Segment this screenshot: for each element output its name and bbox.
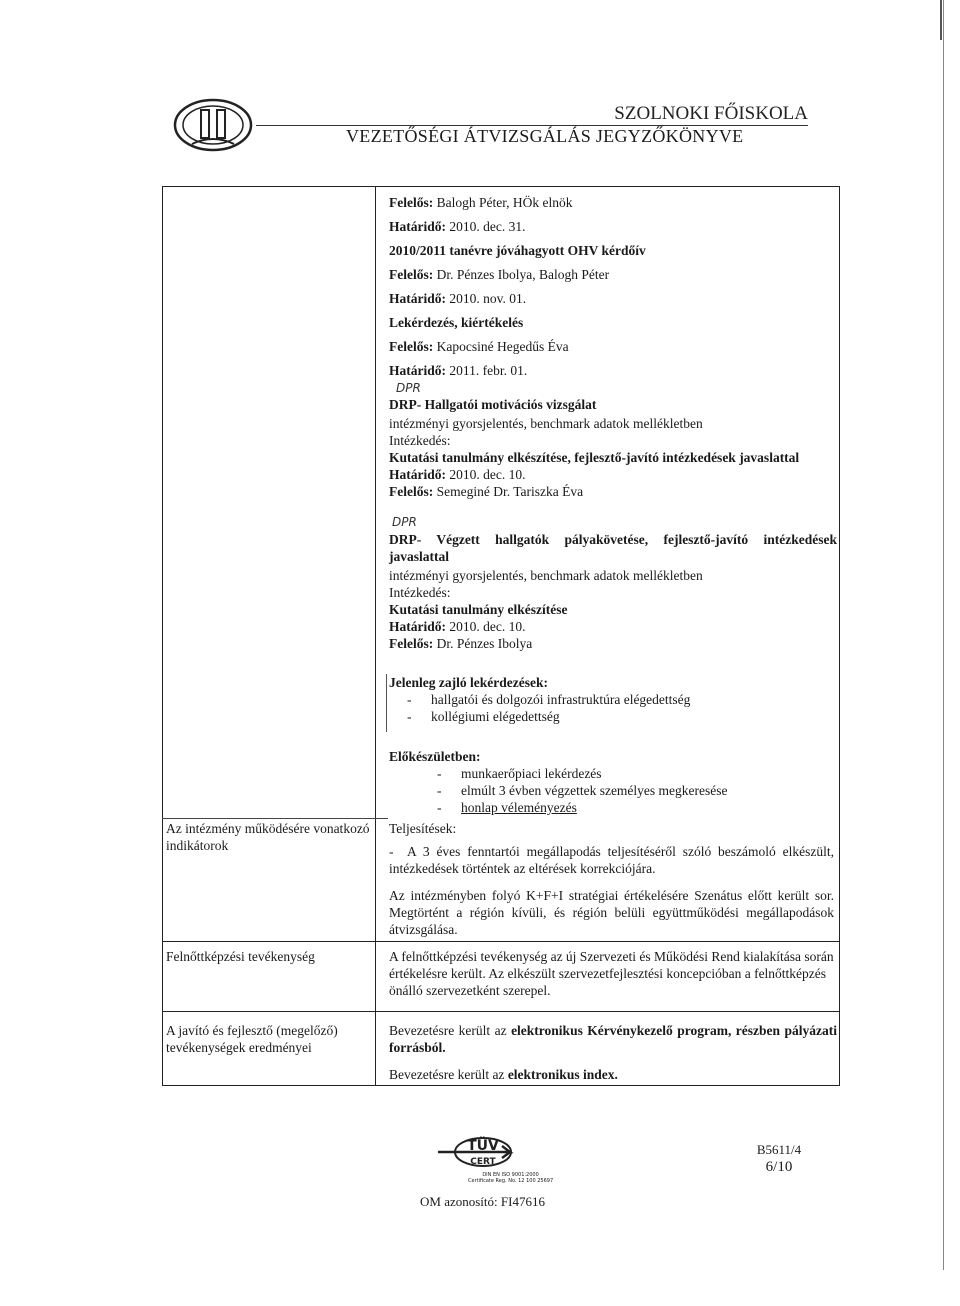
improvements-paragraph-2: Bevezetésre került az elektronikus index. — [389, 1067, 618, 1082]
current-surveys — [389, 674, 837, 725]
field-label: Felelős: — [389, 339, 434, 354]
preparation-surveys — [389, 748, 837, 816]
field-value: Kapocsiné Hegedűs Éva — [433, 339, 569, 354]
block-line — [389, 290, 834, 314]
drp-action-label: Intézkedés: — [389, 585, 451, 600]
block-line — [389, 266, 834, 290]
document-code: B5611/4 — [756, 1142, 802, 1157]
field-label: Határidő: — [389, 363, 446, 378]
drp-report-note: intézményi gyorsjelentés, benchmark adatok mellékletben — [389, 568, 703, 583]
school-name: SZOLNOKI FŐISKOLA — [614, 103, 808, 124]
block-line — [389, 314, 834, 338]
drp-title: DRP- Végzett hallgatók pályakövetése, fejlesztő-javító intézkedések javaslattal — [389, 532, 837, 564]
document-title: VEZETŐSÉGI ÁTVIZSGÁLÁS JEGYZŐKÖNYVE — [346, 126, 744, 146]
table-right-border — [839, 186, 840, 1086]
adult-education-label: Felnőttképzési tevékenység — [166, 949, 315, 964]
drp-survey-1 — [389, 396, 837, 500]
drp-responsible: Felelős: Dr. Pénzes Ibolya — [389, 636, 533, 651]
field-value: Balogh Péter, HÖk elnök — [433, 195, 573, 210]
field-label: Felelős: — [389, 267, 434, 282]
indicators-label: Az intézmény működésére vonatkozó indikátorok — [166, 821, 370, 853]
row-divider-left — [162, 818, 388, 819]
table-row-divider — [162, 1011, 840, 1012]
field-value: Dr. Pénzes Ibolya, Balogh Péter — [433, 267, 610, 282]
page-number: 6/10 — [765, 1159, 793, 1175]
block-line — [389, 218, 834, 242]
table-left-border — [162, 186, 163, 1086]
table-bottom-border — [162, 1085, 840, 1086]
handwritten-annotation: DPR — [396, 381, 421, 395]
field-label: Határidő: — [389, 291, 446, 306]
block-line — [389, 362, 834, 386]
block-line — [389, 338, 834, 362]
block-line — [389, 194, 834, 218]
table-column-divider — [375, 186, 376, 1086]
list-item: - elmúlt 3 évben végzettek személyes megkeresése — [437, 783, 728, 798]
cert-reg-number: Certificate Reg. No. 12 100 25697 — [468, 1178, 554, 1184]
field-label: 2010/2011 tanévre jóváhagyott OHV kérdőív — [389, 243, 646, 258]
table-row-divider — [162, 941, 840, 942]
scan-artifact — [940, 0, 942, 40]
bracket-line — [386, 674, 387, 732]
improvements-content — [389, 1022, 837, 1083]
cert-standard: DIN EN ISO 9001:2000 — [482, 1172, 539, 1178]
current-heading: Jelenleg zajló lekérdezések: — [389, 675, 548, 690]
improvements-label: A javító és fejlesztő (megelőző) tevékenységek eredményei — [166, 1023, 338, 1055]
adult-education-content: A felnőttképzési tevékenység az új Szervezeti és Működési Rend kialakítása során értékelésre került. Az elkészült szervezetfejlesztési koncepcióban a felnőttképzés önálló szervezetként szerepel. — [389, 949, 834, 998]
drp-responsible: Felelős: Semeginé Dr. Tariszka Éva — [389, 484, 584, 499]
deadline-block — [389, 194, 834, 386]
svg-text:CERT: CERT — [470, 1157, 496, 1167]
drp-action: Kutatási tanulmány elkészítése — [389, 602, 568, 617]
block-line — [389, 242, 834, 266]
field-label: Lekérdezés, kiértékelés — [389, 315, 524, 330]
indicators-content — [389, 820, 834, 938]
om-identifier: OM azonosító: FI47616 — [420, 1194, 545, 1209]
field-value: 2010. dec. 31. — [446, 219, 526, 234]
handwritten-annotation: DPR — [392, 515, 417, 529]
drp-deadline: Határidő: 2010. dec. 10. — [389, 467, 526, 482]
drp-report-note: intézményi gyorsjelentés, benchmark adatok mellékletben — [389, 416, 703, 431]
indicators-heading: Teljesítések: — [389, 821, 457, 836]
drp-title: DRP- Hallgatói motivációs vizsgálat — [389, 397, 597, 412]
field-value: 2010. nov. 01. — [446, 291, 527, 306]
scan-edge — [943, 0, 944, 1270]
list-item: - honlap véleményezés — [437, 800, 577, 815]
certification-text — [468, 1172, 553, 1184]
table-top-border — [162, 186, 840, 187]
drp-action-label: Intézkedés: — [389, 433, 451, 448]
field-label: Felelős: — [389, 195, 434, 210]
indicators-paragraph-2: Az intézményben folyó K+F+I stratégiai értékelésére Szenátus előtt került sor. Megtörtént a régión kívüli, és régión belüli együttműködési megállapodások átvizsgálása. — [389, 888, 834, 937]
drp-survey-2 — [389, 531, 837, 652]
field-label: Határidő: — [389, 219, 446, 234]
list-item: - munkaerőpiaci lekérdezés — [437, 766, 602, 781]
list-item: - hallgatói és dolgozói infrastruktúra elégedettség — [407, 692, 691, 707]
svg-text:TÜV: TÜV — [467, 1138, 499, 1154]
prep-heading: Előkészületben: — [389, 749, 481, 764]
improvements-paragraph-1: Bevezetésre került az elektronikus Kérvénykezelő program, részben pályázati forrásból. — [389, 1023, 837, 1055]
drp-action: Kutatási tanulmány elkészítése, fejlesztő-javító intézkedések javaslattal — [389, 450, 800, 465]
list-item: - kollégiumi elégedettség — [407, 709, 560, 724]
drp-deadline: Határidő: 2010. dec. 10. — [389, 619, 526, 634]
indicators-paragraph-1: - A 3 éves fenntartói megállapodás teljesítéséről szóló beszámoló elkészült, intézkedések történtek az eltérések korrekciójára. — [389, 844, 834, 876]
szolnoki-foiskola-logo — [172, 96, 254, 154]
field-value: 2011. febr. 01. — [446, 363, 528, 378]
